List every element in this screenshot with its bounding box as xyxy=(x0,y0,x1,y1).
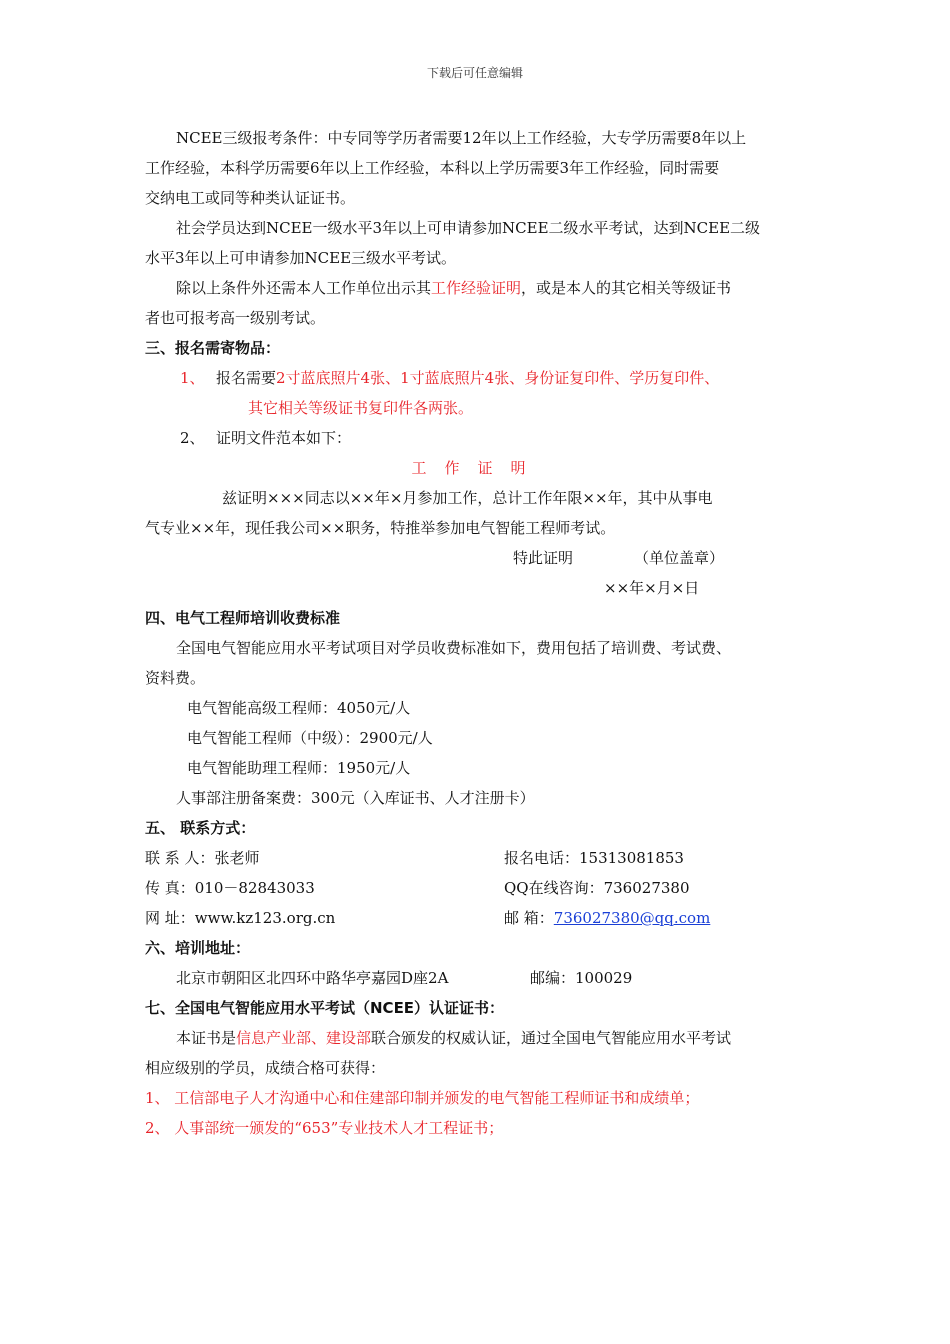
social-student-line1: 社会学员达到NCEE一级水平3年以上可申请参加NCEE二级水平考试，达到NCEE二级 xyxy=(176,219,761,237)
section3-item1-number: 1、 xyxy=(180,369,205,387)
training-address: 北京市朝阳区北四环中路华亭嘉园D座2A xyxy=(176,969,449,987)
section7-para-a: 本证书是 xyxy=(176,1029,237,1047)
certificate-sign: 特此证明 xyxy=(513,549,574,567)
section7-item2: 2、 人事部统一颁发的“653”专业技术人才工程证书； xyxy=(145,1119,504,1137)
certificate-date: ××年×月×日 xyxy=(604,579,700,597)
contact-website: 网 址：www.kz123.org.cn xyxy=(145,909,336,927)
section3-title: 三、报名需寄物品： xyxy=(145,339,281,357)
section5-title: 五、 联系方式： xyxy=(145,819,256,837)
section7-para-c: 联合颁发的权威认证，通过全国电气智能应用水平考试 xyxy=(371,1029,732,1047)
contact-qq: QQ在线咨询：736027380 xyxy=(504,879,690,897)
certificate-stamp: （单位盖章） xyxy=(634,549,725,567)
section7-para-line1 xyxy=(176,1028,810,1048)
fee-senior-engineer: 电气智能高级工程师：4050元/人 xyxy=(187,699,411,717)
section7-para-line2: 相应级别的学员，成绩合格可获得： xyxy=(145,1059,386,1077)
contact-email-link[interactable]: 736027380@qq.com xyxy=(553,909,711,927)
ncee3-condition-line2: 工作经验，本科学历需要6年以上工作经验，本科以上学历需要3年工作经验，同时需要 xyxy=(145,159,720,177)
section3-item1-text xyxy=(216,368,719,388)
training-postcode: 邮编：100029 xyxy=(530,969,633,987)
section3-item1-materials-cont: 其它相关等级证书复印件各两张。 xyxy=(248,399,474,417)
contact-email-label: 邮 箱： xyxy=(504,909,554,927)
fee-engineer: 电气智能工程师（中级）：2900元/人 xyxy=(187,729,433,747)
section4-intro-line2: 资料费。 xyxy=(145,669,206,687)
ncee3-condition-line3: 交纳电工或同等种类认证证书。 xyxy=(145,189,356,207)
section3-item1-lead: 报名需要 xyxy=(216,369,277,387)
work-experience-proof: 工作经验证明 xyxy=(431,279,522,297)
section3-item2-number: 2、 xyxy=(180,429,205,447)
contact-email-row xyxy=(504,908,710,928)
fee-registration: 人事部注册备案费：300元（入库证书、人才注册卡） xyxy=(176,789,535,807)
section3-item1-materials: 2寸蓝底照片4张、1寸蓝底照片4张、身份证复印件、学历复印件、 xyxy=(276,369,720,387)
certificate-title: 工作证明 xyxy=(411,459,544,477)
contact-fax: 传 真：010－82843033 xyxy=(145,879,315,897)
section7-title: 七、全国电气智能应用水平考试（NCEE）认证证书： xyxy=(145,999,505,1017)
fee-assistant-engineer: 电气智能助理工程师：1950元/人 xyxy=(187,759,411,777)
section7-item1: 1、 工信部电子人才沟通中心和住建部印制并颁发的电气智能工程师证书和成绩单； xyxy=(145,1089,700,1107)
section3-item2-text: 证明文件范本如下： xyxy=(216,429,352,447)
certificate-body-line1: 兹证明×××同志以××年×月参加工作，总计工作年限××年，其中从事电 xyxy=(222,489,713,507)
contact-phone: 报名电话：15313081853 xyxy=(504,849,684,867)
section6-title: 六、培训地址： xyxy=(145,939,251,957)
social-student-line2: 水平3年以上可申请参加NCEE三级水平考试。 xyxy=(145,249,457,267)
extra-condition-line2: 者也可报考高一级别考试。 xyxy=(145,309,326,327)
extra-condition-line1 xyxy=(176,278,810,298)
issuing-ministries: 信息产业部、建设部 xyxy=(236,1029,372,1047)
extra-condition-text-a: 除以上条件外还需本人工作单位出示其 xyxy=(176,279,432,297)
contact-person: 联 系 人：张老师 xyxy=(145,849,260,867)
extra-condition-text-c: ，或是本人的其它相关等级证书 xyxy=(521,279,732,297)
ncee3-condition-line1: NCEE三级报考条件：中专同等学历者需要12年以上工作经验，大专学历需要8年以上 xyxy=(176,129,747,147)
section4-intro-line1: 全国电气智能应用水平考试项目对学员收费标准如下，费用包括了培训费、考试费、 xyxy=(176,639,732,657)
page-header: 下载后可任意编辑 xyxy=(426,66,523,80)
section4-title: 四、电气工程师培训收费标准 xyxy=(145,609,341,627)
certificate-body-line2: 气专业××年，现任我公司××职务，特推举参加电气智能工程师考试。 xyxy=(145,519,616,537)
